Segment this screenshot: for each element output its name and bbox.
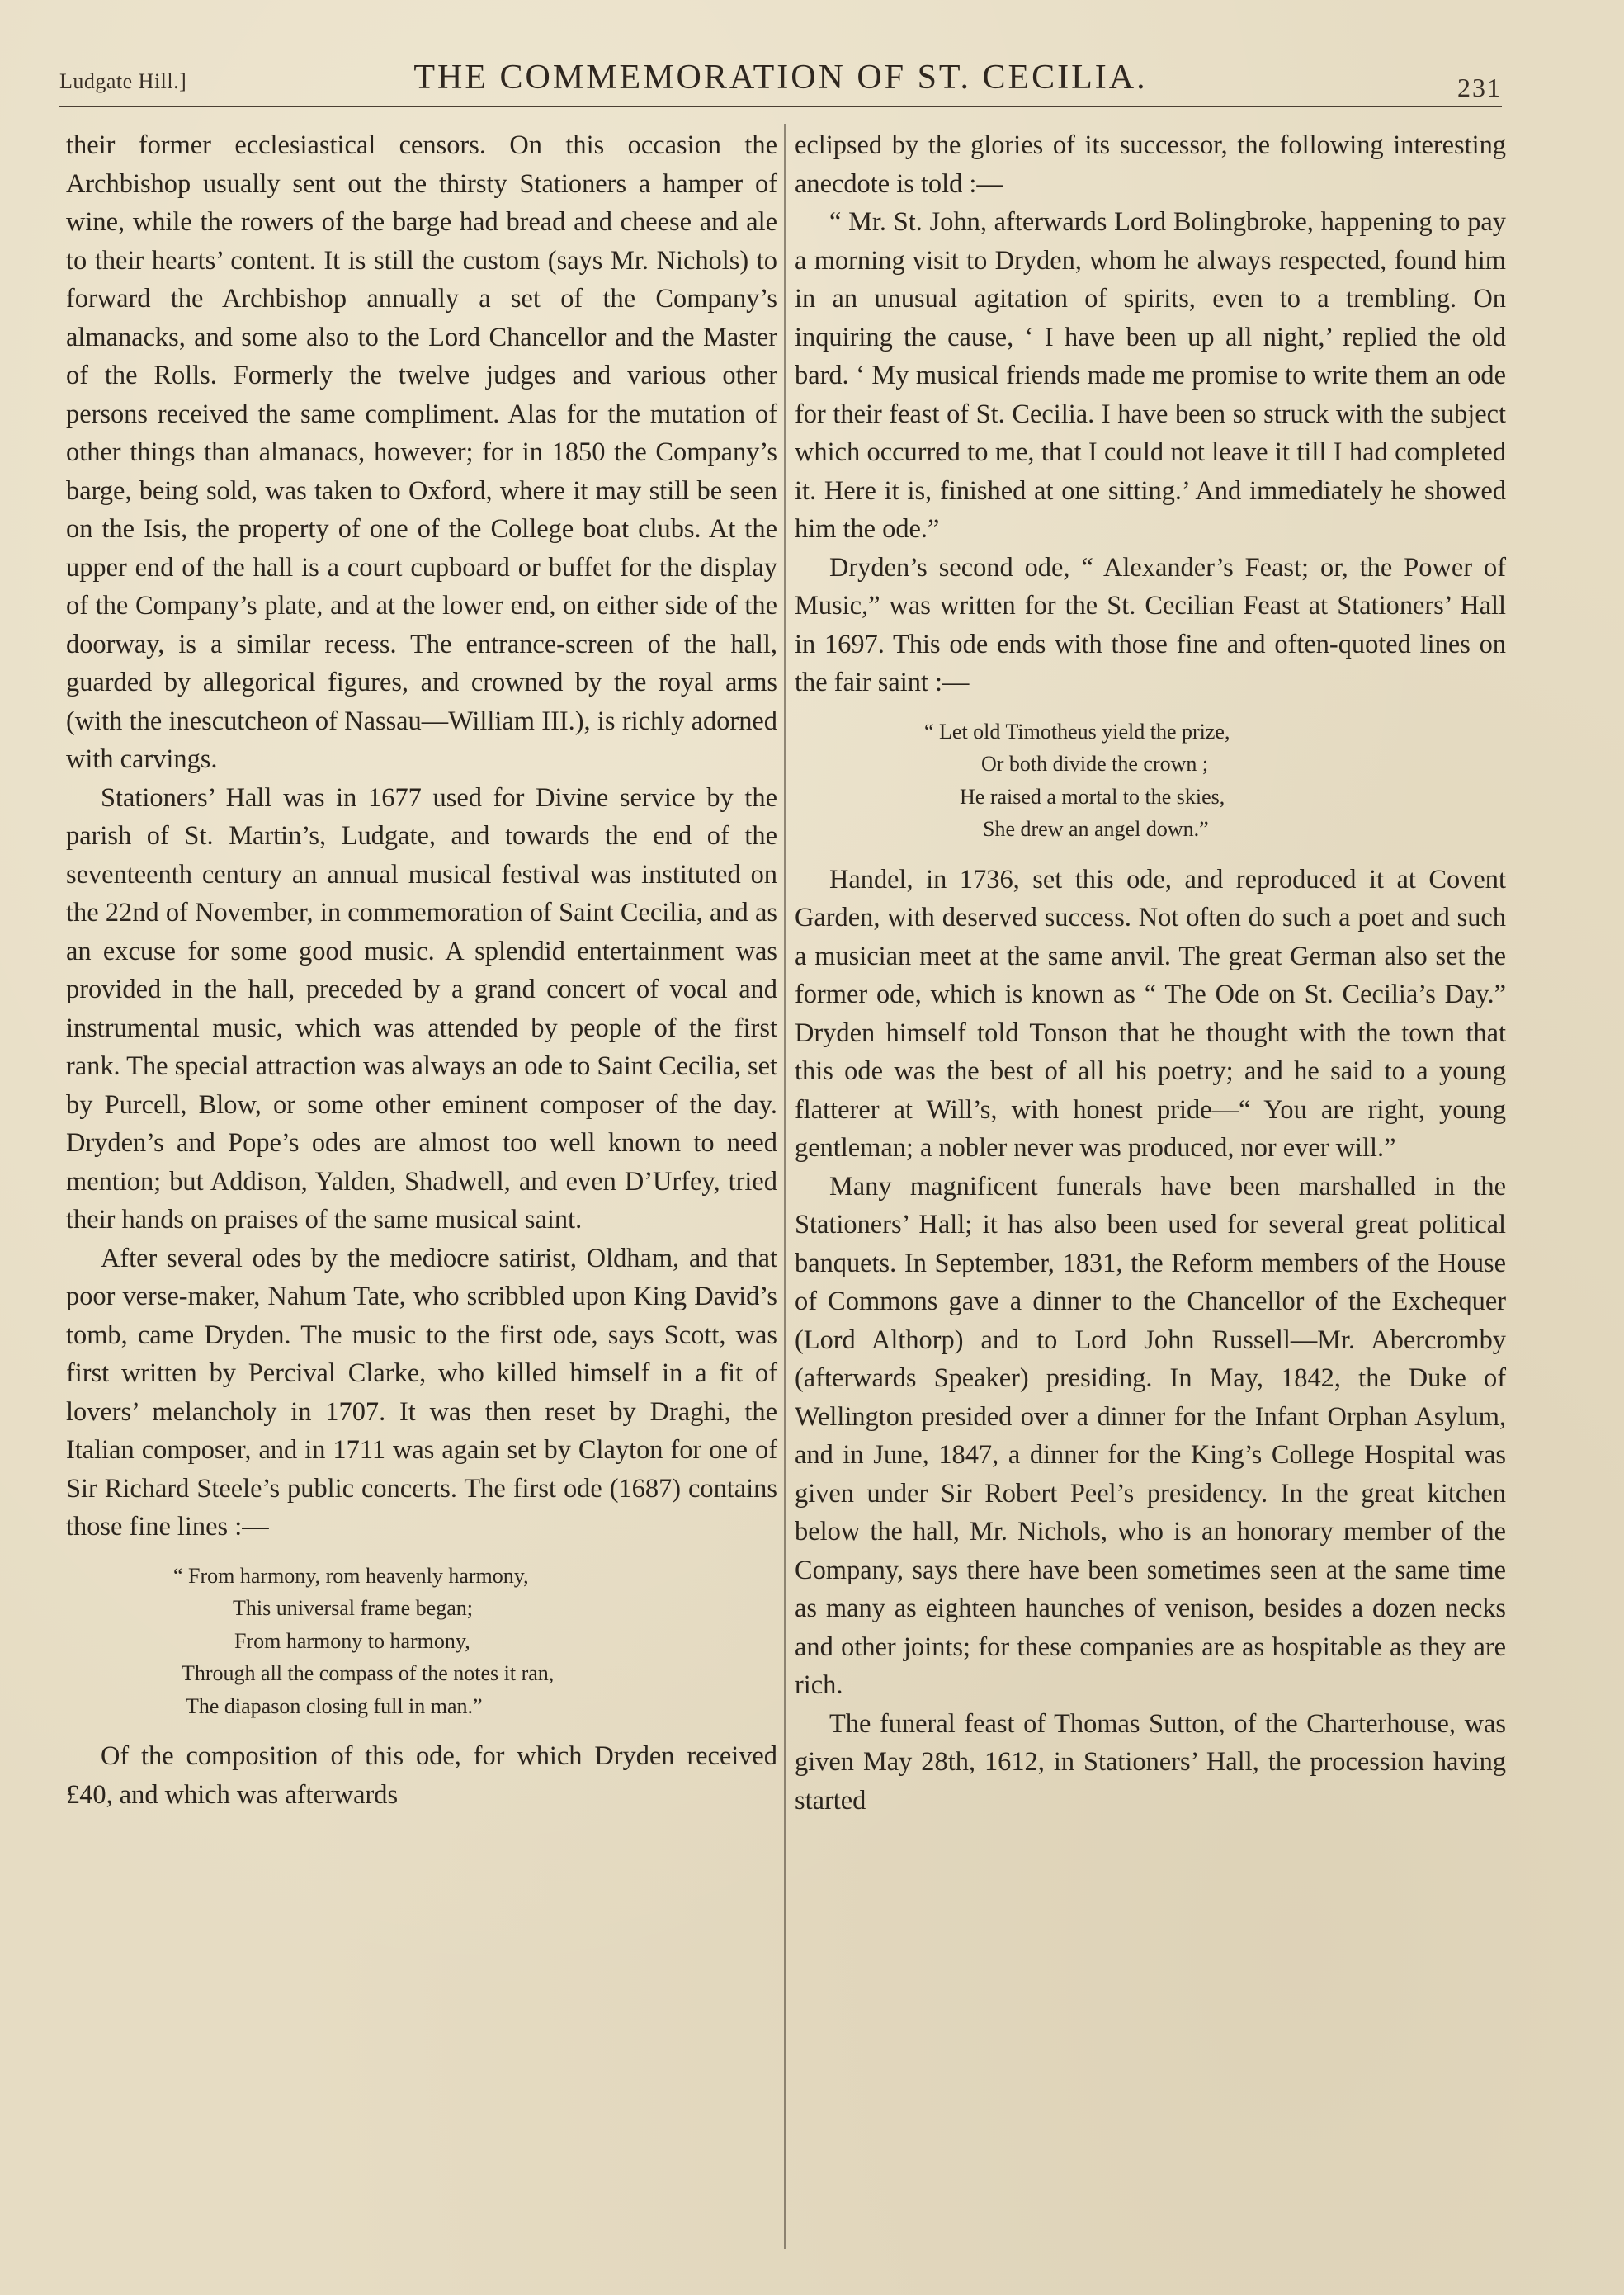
paragraph: “ Mr. St. John, afterwards Lord Bolingbroke, happening to pay a morning visit to Dryden, whom he always respected, found him in an unusual agitation of spirits, even to a trembling. On inquiring the cause, ‘ I have been up all night,’ replied the old bard. ‘ My musical friends made me promise to write them an ode for their feast of St. Cecilia. I have been so struck with the subject which occurred to me, that I could not leave it till I had completed it. Here it is, finished at one sitting.’ And immediately he showed him the ode.” — [795, 207, 1506, 544]
paragraph: Of the composition of this ode, for which Dryden received £40, and which was afterwards — [66, 1741, 777, 1810]
verse-line: She drew an angel down.” — [983, 817, 1209, 841]
verse-line: Or both divide the crown ; — [981, 752, 1209, 776]
paragraph: Many magnificent funerals have been marshalled in the Stationers’ Hall; it has also been used for several great political banquets. In September, 1831, the Reform members of the House of Commons gave a dinner to the Chancellor of the Exchequer (Lord Althorp) and to Lord John Russell—Mr. Abercromby (afterwards Speaker) presiding. In May, 1842, the Duke of Wellington presided over a dinner for the Infant Orphan Asylum, and in June, 1847, a dinner for the King’s College Hospital was given under Sir Robert Peel’s presidency. In the great kitchen below the hall, Mr. Nichols, who is an honorary member of the Company, says there have been sometimes seen at the same time as many as eighteen haunches of venison, besides a dozen necks and other joints; for these companies are as hospitable as they are rich. — [795, 1171, 1506, 1700]
page-number: 231 — [1457, 73, 1502, 102]
verse-line: The diapason closing full in man.” — [186, 1693, 483, 1718]
verse-quote — [66, 1560, 777, 1723]
page-title: THE COMMEMORATION OF ST. CECILIA. — [413, 59, 1148, 97]
verse-line: “ From harmony, rom heavenly harmony, — [173, 1563, 529, 1588]
paragraph: After several odes by the mediocre satirist, Oldham, and that poor verse-maker, Nahum Tate, who scribbled upon King David’s tomb, came Dryden. The music to the first ode, says Scott, was first written by Percival Clarke, who killed himself in a fit of lovers’ melancholy in 1707. It was then reset by Draghi, the Italian composer, and in 1711 was again set by Clayton for one of Sir Richard Steele’s public concerts. The first ode (1687) contains those fine lines :— — [66, 1243, 777, 1542]
column-divider — [784, 124, 786, 2249]
paragraph: their former ecclesiastical censors. On this occasion the Archbishop usually sent out the thirsty Stationers a hamper of wine, while the rowers of the barge had bread and cheese and ale to their hearts’ content. It is still the custom (says Mr. Nichols) to forward the Archbishop annually a set of the Company’s almanacks, and some also to the Lord Chancellor and the Master of the Rolls. Formerly the twelve judges and various other persons received the same compliment. Alas for the mutation of other things than almanacs, however; for in 1850 the Company’s barge, being sold, was taken to Oxford, where it may still be seen on the Isis, the property of one of the College boat clubs. At the upper end of the hall is a court cupboard or buffet for the display of the Company’s plate, and at the lower end, on either side of the doorway, is a similar recess. The entrance-screen of the hall, guarded by allegorical figures, and crowned by the royal arms (with the inescutcheon of Nassau—William III.), is richly adorned with carvings. — [66, 130, 777, 774]
page-header — [59, 54, 1502, 104]
paragraph: Stationers’ Hall was in 1677 used for Divine service by the parish of St. Martin’s, Ludgate, and towards the end of the seventeenth century an annual musical festival was instituted on the 22nd of November, in commemoration of Saint Cecilia, and as an excuse for some good music. A splendid entertainment was provided in the hall, preceded by a grand concert of vocal and instrumental music, which was attended by people of the first rank. The special attraction was always an ode to Saint Cecilia, set by Purcell, Blow, or some other eminent composer of the day. Dryden’s and Pope’s odes are almost too well known to need mention; but Addison, Yalden, Shadwell, and even D’Urfey, tried their hands on praises of the same musical saint. — [66, 782, 777, 1235]
header-rule — [59, 106, 1502, 107]
verse-line: He raised a mortal to the skies, — [960, 784, 1225, 809]
right-column — [795, 126, 1506, 1820]
left-column — [66, 126, 777, 1814]
paragraph: Handel, in 1736, set this ode, and reproduced it at Covent Garden, with deserved success. Not often do such a poet and such a musician meet at the same anvil. The great German also set the former ode, which is known as “ The Ode on St. Cecilia’s Day.” Dryden himself told Tonson that he thought with the town that this ode was the best of all his poetry; and he said to a young flatterer at Will’s, with honest pride—“ You are right, young gentleman; a nobler never was produced, nor ever will.” — [795, 864, 1506, 1163]
paragraph: Dryden’s second ode, “ Alexander’s Feast; or, the Power of Music,” was written for the St. Cecilian Feast at Stationers’ Hall in 1697. This ode ends with those fine and often-quoted lines on the fair saint :— — [795, 552, 1506, 697]
running-head: Ludgate Hill.] — [59, 69, 187, 93]
paragraph: The funeral feast of Thomas Sutton, of the Charterhouse, was given May 28th, 1612, in Stationers’ Hall, the procession having started — [795, 1708, 1506, 1816]
verse-line: From harmony to harmony, — [234, 1628, 470, 1653]
verse-quote — [795, 715, 1506, 846]
verse-line: This universal frame began; — [233, 1596, 473, 1620]
verse-line: Through all the compass of the notes it ran, — [182, 1661, 555, 1685]
verse-line: “ Let old Timotheus yield the prize, — [924, 719, 1230, 744]
paragraph: eclipsed by the glories of its successor, the following interesting anecdote is told :— — [795, 130, 1506, 199]
